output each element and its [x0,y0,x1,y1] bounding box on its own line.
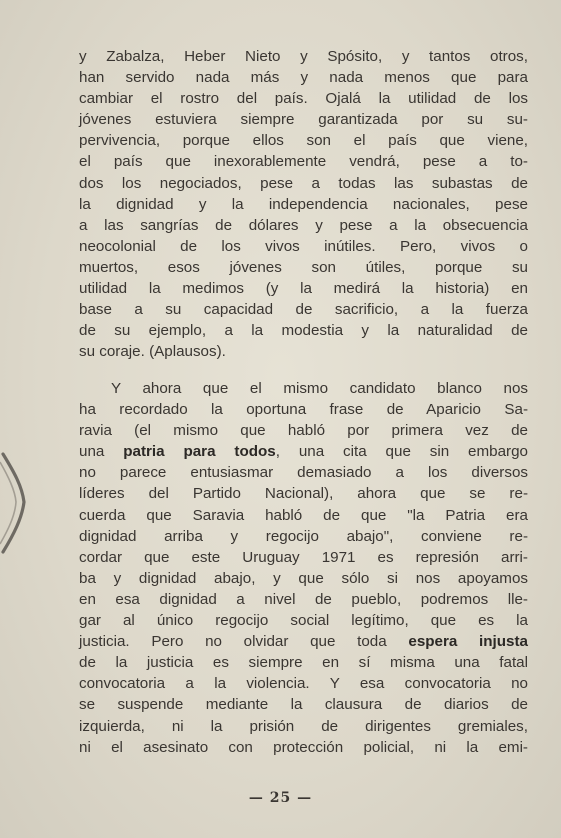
text-line: una patria para todos, una cita que sin embargo [79,443,528,461]
text-line: justicia. Pero no olvidar que toda espera injusta [79,633,528,651]
text-line: ba y dignidad abajo, y que sólo si nos apoyamos [79,569,528,587]
page-number: — 25 — [248,790,313,806]
text-line: han servido nada más y nada menos que para [79,69,528,87]
text-line: el país que inexorablemente vendrá, pese a to- [79,153,528,171]
text-line: en esa dignidad a nivel de pueblo, podremos lle- [79,590,528,608]
binding-staple-icon [0,452,34,554]
text-line: jóvenes estuviera siempre garantizada por su su- [79,111,528,129]
text-line: gar al único regocijo social legítimo, que es la [79,612,528,630]
text-line: cambiar el rostro del país. Ojalá la utilidad de los [79,90,528,108]
text-line: Y ahora que el mismo candidato blanco nos [111,380,528,397]
text-line: ha recordado la oportuna frase de Aparicio Sa- [79,401,528,419]
bold-phrase: espera injusta [408,633,528,651]
paragraph-2 [79,378,528,758]
paragraph-1 [79,46,528,362]
text-line: dignidad arriba y regocijo abajo", conviene re- [79,527,528,545]
bold-phrase: patria para todos [123,443,276,461]
text-line: su coraje. (Aplausos). [79,343,226,361]
text-line: de su ejemplo, a la modestia y la naturalidad de [79,322,528,340]
text-line: líderes del Partido Nacional), ahora que se re- [79,485,528,503]
text-line: de la justicia es siempre en sí misma una fatal [79,654,528,672]
text-line: no parece entusiasmar demasiado a los diversos [79,464,528,482]
text-line: cordar que este Uruguay 1971 es represión arri- [79,548,528,566]
text-line: la dignidad y la independencia nacionales, pese [79,195,528,213]
text-line: y Zabalza, Heber Nieto y Spósito, y tantos otros, [79,48,528,65]
text-line: dos los negociados, pese a todas las subastas de [79,174,528,192]
text-line: ravia (el mismo que habló por primera vez de [79,422,528,440]
text-line: ni el asesinato con protección policial, ni la emi- [79,738,528,756]
text-line: muertos, esos jóvenes son útiles, porque su [79,258,528,276]
text-line: cuerda que Saravia habló de que "la Patria era [79,506,528,524]
text-line: pervivencia, porque ellos son el país que viene, [79,132,528,150]
text-line: izquierda, ni la prisión de dirigentes gremiales, [79,717,528,735]
text-line: se suspende mediante la clausura de diarios de [79,696,528,714]
text-line: utilidad la medimos (y la medirá la historia) en [79,280,528,298]
text-line: neocolonial de los vivos inútiles. Pero, vivos o [79,237,528,255]
text-line: a las sangrías de dólares y pese a la obsecuencia [79,216,528,234]
text-line: base a su capacidad de sacrificio, a la fuerza [79,301,528,319]
text-line: convocatoria a la violencia. Y esa convocatoria no [79,675,528,693]
